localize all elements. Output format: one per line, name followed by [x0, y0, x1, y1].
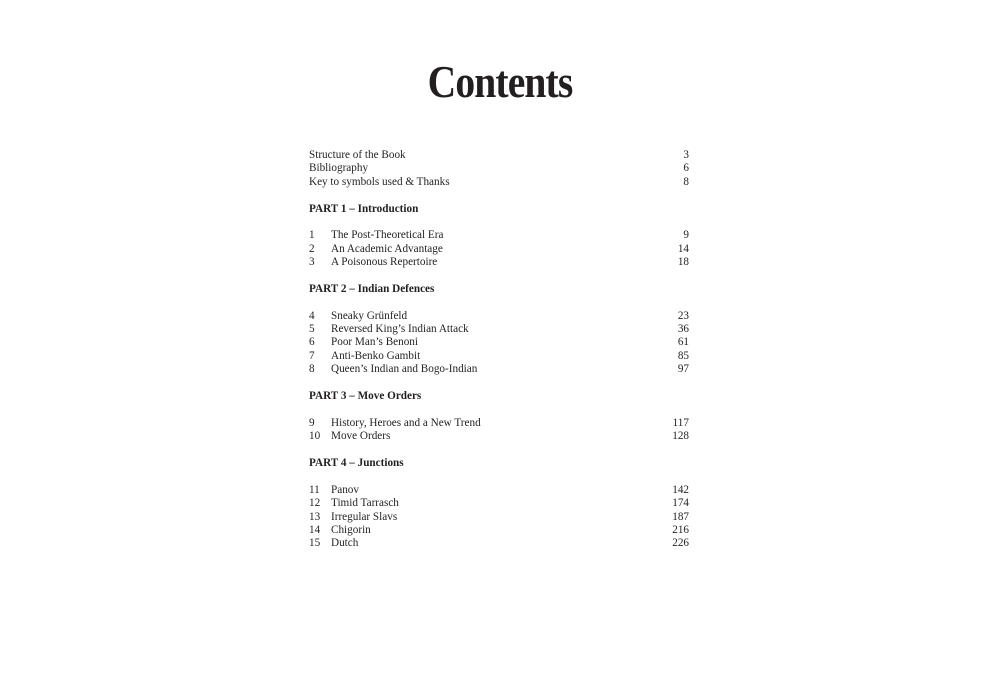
- chapter-title: Chigorin: [331, 523, 371, 536]
- toc-entry-page: 3: [683, 149, 689, 161]
- chapter-title: Panov: [331, 483, 359, 496]
- chapter-title: Timid Tarrasch: [331, 497, 399, 510]
- chapter-title: History, Heroes and a New Trend: [331, 416, 481, 429]
- chapter-number: 15: [309, 537, 321, 550]
- toc-chapter: [309, 417, 689, 430]
- chapter-number: 5: [309, 323, 315, 336]
- toc-chapter: [309, 430, 689, 443]
- toc-entry-page: 8: [683, 175, 689, 188]
- chapter-page: 128: [672, 430, 689, 443]
- chapter-number: 14: [309, 523, 321, 536]
- chapter-page: 174: [672, 497, 689, 510]
- chapter-title: Irregular Slavs: [331, 510, 398, 523]
- chapter-number: 9: [309, 416, 315, 429]
- chapter-title: Poor Man’s Benoni: [331, 336, 419, 349]
- chapter-page: 117: [672, 416, 689, 429]
- chapter-title: The Post-Theoretical Era: [331, 229, 444, 242]
- toc-chapter: [309, 484, 689, 497]
- chapter-number: 2: [309, 242, 315, 255]
- chapter-page: 23: [677, 309, 689, 322]
- toc-chapter: [309, 350, 689, 363]
- chapter-page: 61: [677, 336, 689, 349]
- chapter-title: An Academic Advantage: [331, 242, 443, 255]
- chapter-title: A Poisonous Repertoire: [331, 256, 438, 269]
- table-of-contents: [309, 149, 689, 551]
- chapter-title: Anti-Benko Gambit: [331, 349, 421, 362]
- toc-chapter: [309, 363, 689, 376]
- chapter-page: 187: [672, 510, 689, 523]
- part-heading: PART 1 – Introduction: [309, 202, 419, 215]
- chapter-number: 13: [309, 510, 321, 523]
- chapter-number: 10: [309, 430, 321, 443]
- toc-entry-structure: [309, 149, 689, 162]
- chapter-page: 226: [672, 537, 689, 550]
- chapter-page: 216: [672, 523, 689, 536]
- toc-chapter: [309, 310, 689, 323]
- chapter-title: Dutch: [331, 537, 359, 550]
- toc-chapter: [309, 537, 689, 550]
- toc-entry-label: Key to symbols used & Thanks: [309, 175, 450, 188]
- chapter-page: 9: [683, 229, 689, 242]
- toc-entry-bibliography: [309, 162, 689, 175]
- part-heading: PART 4 – Junctions: [309, 456, 404, 469]
- toc-chapter: [309, 511, 689, 524]
- chapter-number: 4: [309, 309, 315, 322]
- chapter-page: 14: [677, 242, 689, 255]
- toc-chapter: [309, 497, 689, 510]
- chapter-title: Move Orders: [331, 430, 391, 443]
- toc-chapter: [309, 524, 689, 537]
- chapter-title: Sneaky Grünfeld: [331, 309, 408, 322]
- toc-chapter: [309, 336, 689, 349]
- toc-chapter: [309, 229, 689, 242]
- chapter-page: 36: [677, 323, 689, 336]
- toc-chapter: [309, 256, 689, 269]
- chapter-title: Reversed King’s Indian Attack: [331, 323, 469, 336]
- chapter-number: 12: [309, 497, 321, 510]
- chapter-number: 3: [309, 256, 315, 269]
- toc-chapter: [309, 243, 689, 256]
- chapter-number: 7: [309, 349, 315, 362]
- chapter-page: 18: [677, 256, 689, 269]
- chapter-number: 1: [309, 229, 315, 242]
- toc-entry-label: Structure of the Book: [309, 149, 406, 161]
- chapter-number: 6: [309, 336, 315, 349]
- chapter-title: Queen’s Indian and Bogo-Indian: [331, 363, 478, 376]
- toc-chapter: [309, 323, 689, 336]
- chapter-page: 97: [677, 363, 689, 376]
- chapter-page: 142: [672, 483, 689, 496]
- toc-entry-page: 6: [683, 162, 689, 175]
- chapter-number: 8: [309, 363, 315, 376]
- part-heading: PART 2 – Indian Defences: [309, 282, 435, 295]
- chapter-page: 85: [677, 349, 689, 362]
- part-heading: PART 3 – Move Orders: [309, 390, 422, 403]
- page-title: Contents: [427, 56, 573, 107]
- toc-entry-key-to-symbols: [309, 176, 689, 189]
- toc-entry-label: Bibliography: [309, 162, 369, 175]
- chapter-number: 11: [309, 483, 320, 496]
